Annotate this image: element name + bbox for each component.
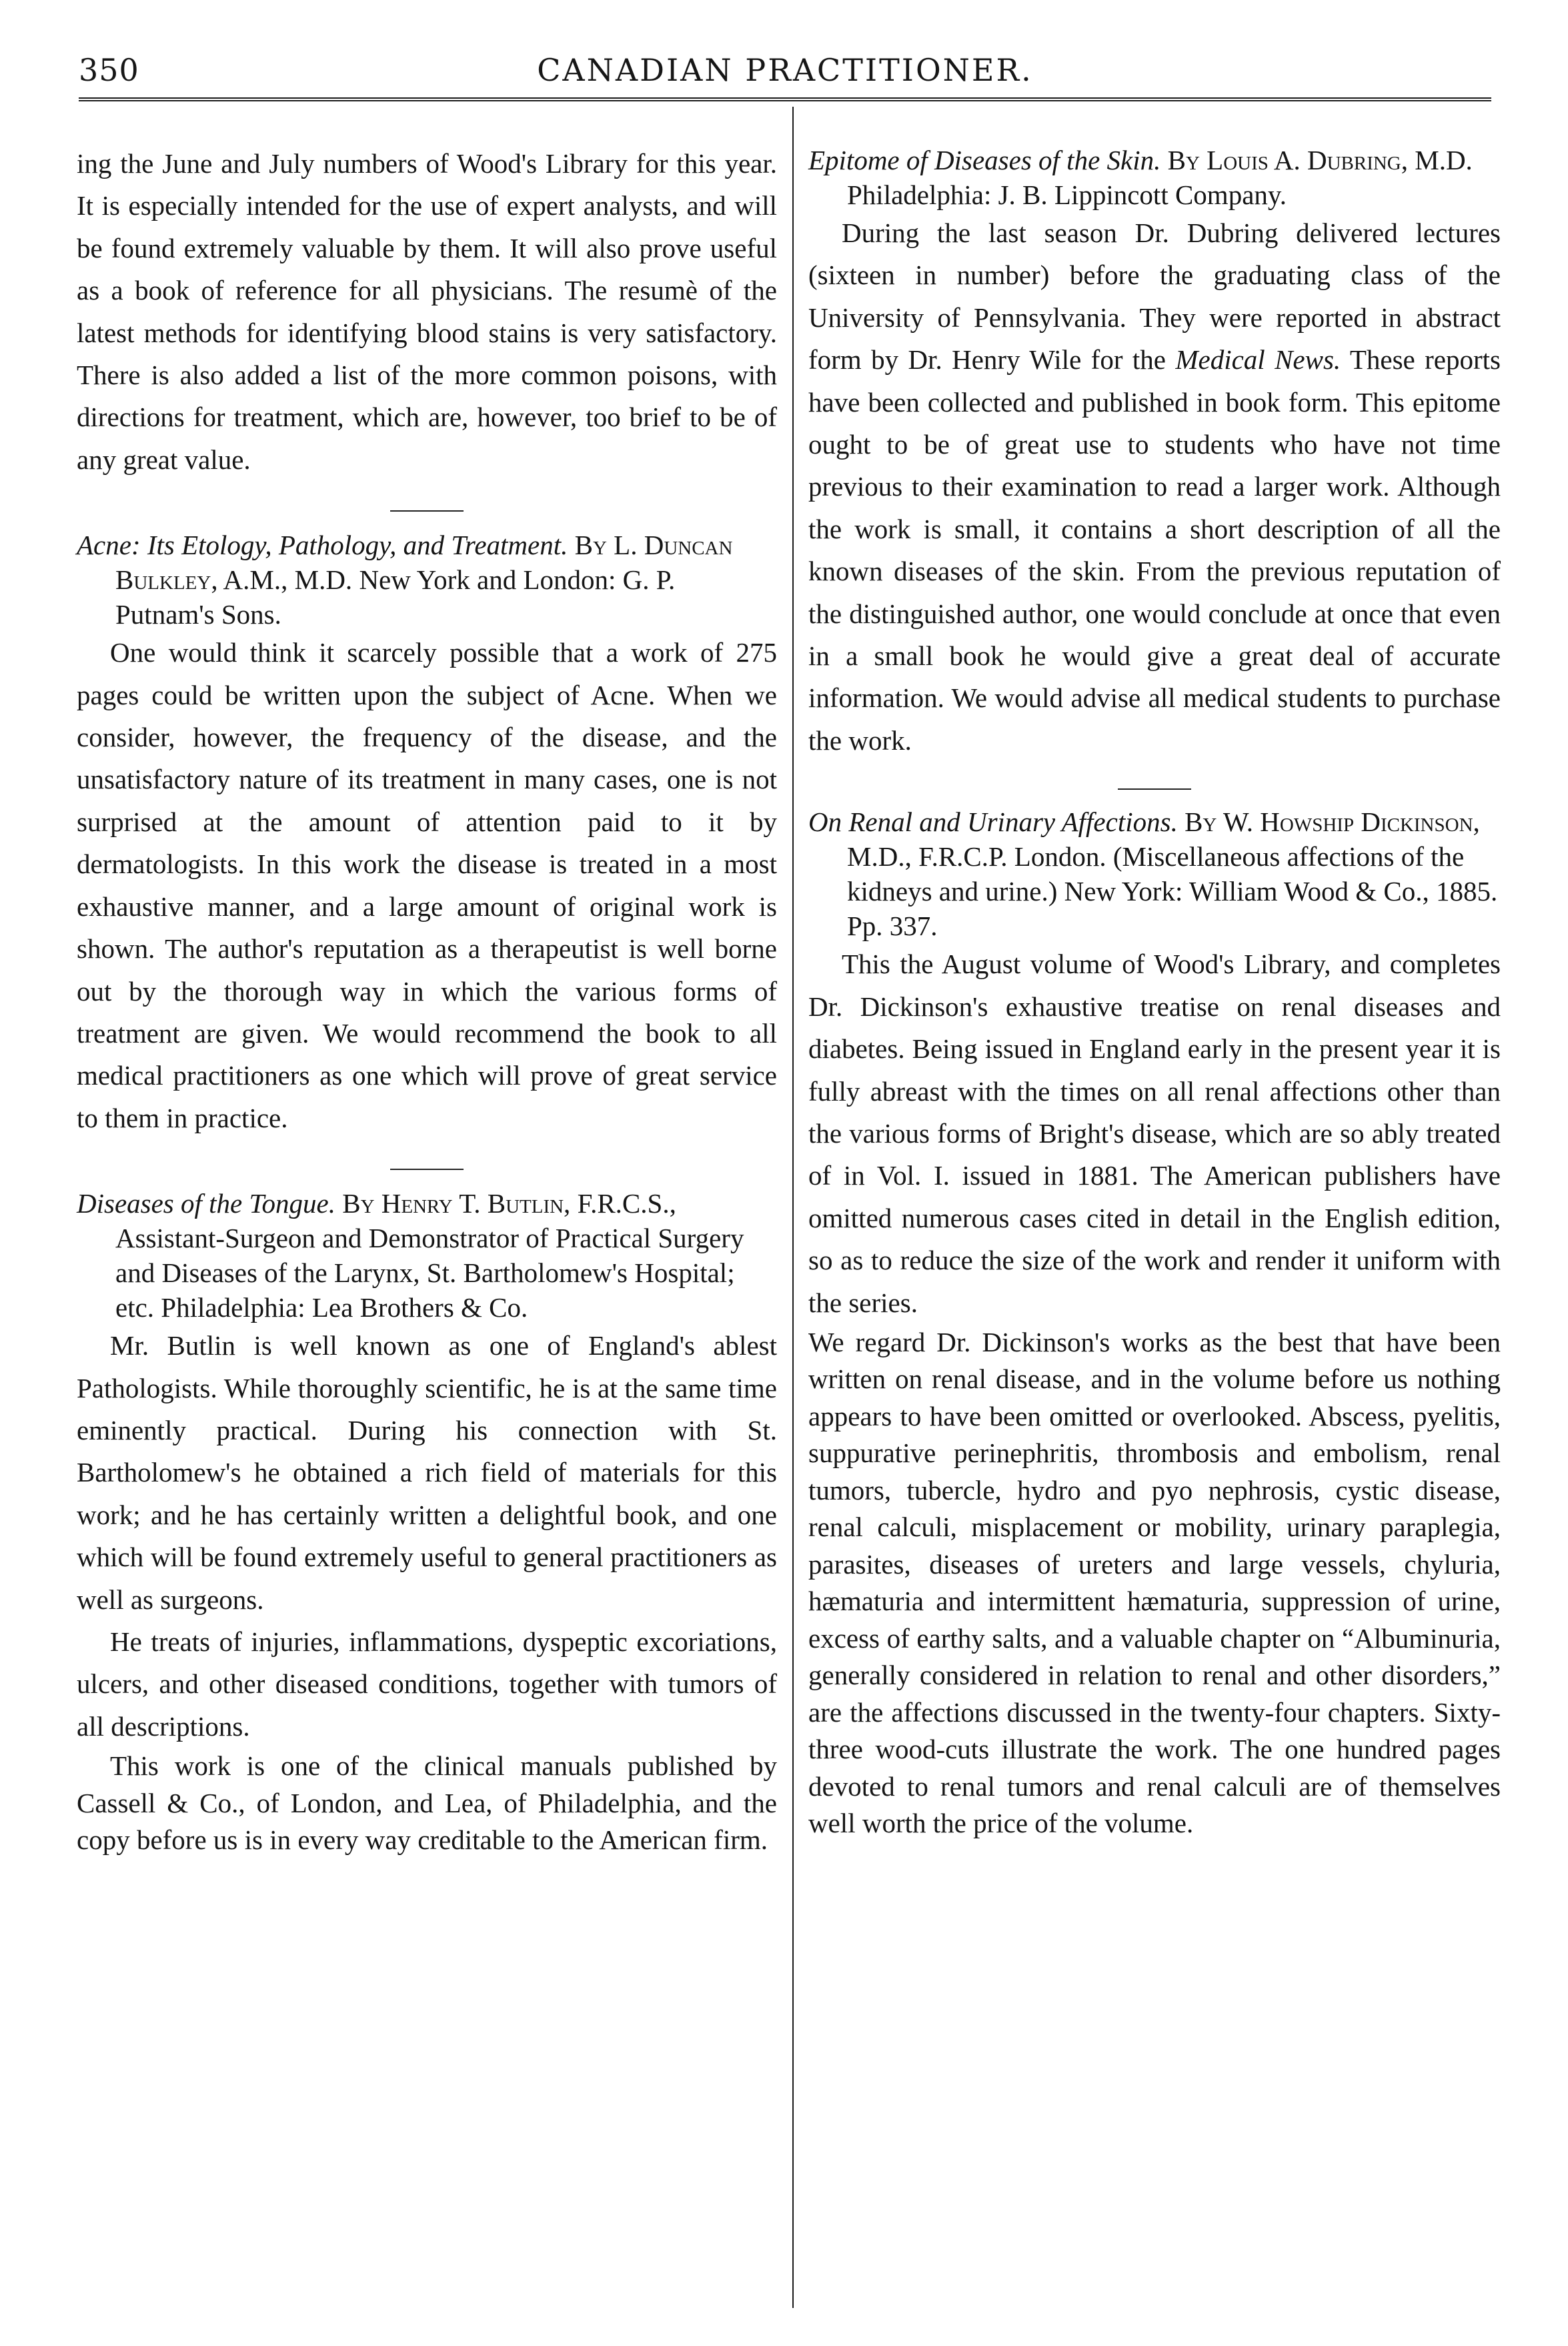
skin-publisher: Philadelphia: J. B. Lippincott Company. <box>847 179 1287 210</box>
column-divider <box>792 107 794 2308</box>
renal-review-body-1: This the August volume of Wood's Library, and completes Dr. Dickinson's exhaustive treatise on renal diseases and diabetes. Being issued in England early in the present year it is fully abreast with the times on all renal affections other than the various forms of Bright's disease, which are so ably treated of in Vol. I. issued in 1881. The American publishers have omitted numerous cases cited in detail in the English edition, so as to reduce the size of the work and render it uniform with the series. <box>808 949 1501 1318</box>
acne-citation <box>77 528 777 632</box>
skin-citation <box>808 143 1501 212</box>
header-double-rule <box>79 97 1491 101</box>
skin-title: Epitome of Diseases of the Skin. <box>808 145 1161 175</box>
skin-body-before: During the last season Dr. Dubring delivered lectures (sixteen in number) before the graduating class of the University of Pennsylvania. They were reported in abstract form by Dr. Henry Wile for the <box>808 217 1501 376</box>
running-head: CANADIAN PRACTITIONER. <box>537 52 1033 88</box>
page-number: 350 <box>79 52 139 88</box>
acne-author: By L. Duncan Bulkley, A.M., M.D. <box>115 530 733 596</box>
section-separator <box>1118 788 1191 790</box>
acne-publisher: New York and London: G. P. Putnam's Sons. <box>115 564 676 630</box>
skin-author: By Louis A. Dubring, M.D. <box>1167 145 1473 175</box>
skin-body-italic: Medical News. <box>1175 344 1341 376</box>
tongue-review-body-2: He treats of injuries, inflammations, dyspeptic excoriations, ulcers, and other diseased conditions, together with tumors of all descriptions. <box>77 1626 777 1742</box>
renal-review-body-2: We regard Dr. Dickinson's works as the best that have been written on renal disease, and in the volume before us nothing appears to have been omitted or overlooked. Abscess, pyelitis, suppurative perinephritis, thrombosis and embolism, renal tumors, tubercle, hydro and pyo nephrosis, cystic disease, renal calculi, misplacement or mobility, urinary paraplegia, parasites, diseases of ureters and large vessels, chyluria, hæmaturia and intermittent hæmaturia, suppression of urine, excess of earthy salts, and a valuable chapter on “Albuminuria, generally considered in relation to renal and other disorders,” are the affections discussed in the twenty-four chapters. Sixty-three wood-cuts illustrate the work. The one hundred pages devoted to renal tumors and renal calculi are of themselves well worth the price of the volume. <box>808 1326 1501 1839</box>
acne-review-body: One would think it scarcely possible that a work of 275 pages could be written upon the subject of Acne. When we consider, however, the frequency of the disease, and the unsatisfactory nature of its treatment in many cases, one is not surprised at the amount of attention paid to it by dermatologists. In this work the disease is treated in a most exhaustive manner, and a large amount of original work is shown. The author's reputation as a therapeutist is well borne out by the thorough way in which the various forms of treatment are given. We would recommend the book to all medical practitioners as one which will prove of great service to them in practice. <box>77 637 777 1133</box>
renal-author: By W. Howship Dickinson, <box>1185 806 1480 838</box>
tongue-review-body-1: Mr. Butlin is well known as one of England's ablest Pathologists. While thoroughly scientific, he is at the same time eminently practical. During his connection with St. Bartholomew's he obtained a rich field of materials for this work; and he has certainly written a delightful book, and one which will be found extremely useful to general practitioners as well as surgeons. <box>77 1330 777 1615</box>
renal-title: On Renal and Urinary Affections. <box>808 806 1178 838</box>
tongue-citation <box>77 1186 777 1325</box>
section-separator <box>390 510 464 512</box>
skin-review-body <box>808 212 1501 762</box>
tongue-details: F.R.C.S., Assistant-Surgeon and Demonstrator of Practical Surgery and Diseases of the Larynx, St. Bartholomew's Hospital; etc. Philadelphia: Lea Brothers & Co. <box>115 1188 744 1323</box>
skin-body-after: These reports have been collected and published in book form. This epitome ought to be of great use to students who have not time previous to their examination to read a larger work. Although the work is small, it contains a short description of all the known diseases of the skin. From the previous reputation of the distinguished author, one would conclude at once that even in a small book he would give a great deal of accurate information. We would advise all medical students to purchase the work. <box>808 344 1501 756</box>
page-header <box>79 47 1491 100</box>
right-column <box>808 143 1501 1842</box>
left-column <box>77 143 777 1859</box>
acne-title: Acne: Its Etology, Pathology, and Treatment. <box>77 530 568 561</box>
renal-details: M.D., F.R.C.P. London. (Miscellaneous affections of the kidneys and urine.) New York: William Wood & Co., 1885. Pp. 337. <box>847 841 1498 942</box>
renal-citation <box>808 804 1501 943</box>
tongue-title: Diseases of the Tongue. <box>77 1188 335 1219</box>
section-separator <box>390 1169 464 1170</box>
tongue-author: By Henry T. Butlin, <box>342 1188 571 1219</box>
tongue-review-body-3: This work is one of the clinical manuals published by Cassell & Co., of London, and Lea, of Philadelphia, and the copy before us is in every way creditable to the American firm. <box>77 1750 777 1856</box>
intro-paragraph: ing the June and July numbers of Wood's Library for this year. It is especially intended for the use of expert analysts, and will be found extremely valuable by them. It will also prove useful as a book of reference for all physicians. The resumè of the latest methods for identifying blood stains is very satisfactory. There is also added a list of the more common poisons, with directions for treatment, which are, however, too brief to be of any great value. <box>77 148 777 475</box>
